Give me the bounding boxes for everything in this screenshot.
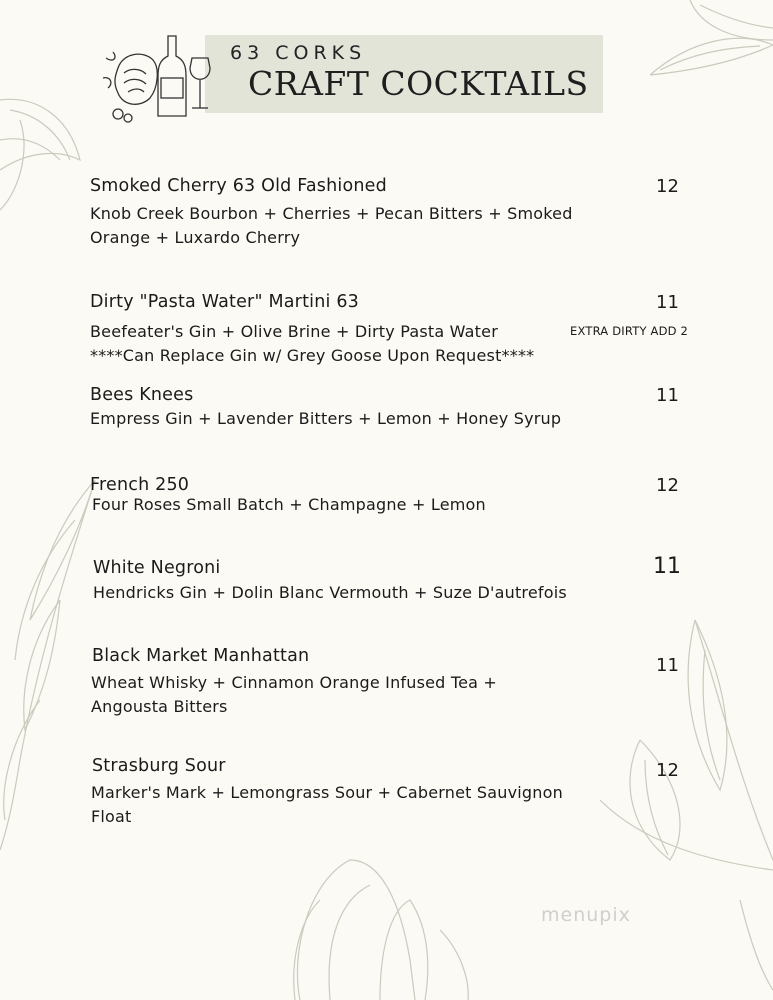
item-name: French 250 [90,475,190,495]
item-price: 12 [656,760,679,781]
item-price: 11 [656,385,679,406]
wine-steak-logo-icon [98,28,218,128]
item-description: Empress Gin + Lavender Bitters + Lemon + Honey Syrup [90,409,562,428]
item-name: Bees Knees [90,385,194,405]
item-name: Strasburg Sour [92,756,226,776]
item-price: 11 [656,655,679,676]
item-price: 11 [653,554,681,579]
item-addon: EXTRA DIRTY ADD 2 [570,324,689,338]
menu-title: CRAFT COCKTAILS [248,64,589,103]
item-name: Dirty "Pasta Water" Martini 63 [90,292,359,312]
item-description: Four Roses Small Batch + Champagne + Lemon [92,495,486,514]
item-description: Marker's Mark + Lemongrass Sour + Cabernet Sauvignon Float [91,783,563,826]
item-name: White Negroni [93,558,221,578]
item-name: Black Market Manhattan [92,646,310,666]
item-description: Knob Creek Bourbon + Cherries + Pecan Bitters + Smoked Orange + Luxardo Cherry [90,204,573,247]
item-price: 12 [656,176,679,197]
item-price: 12 [656,475,679,496]
item-description: Beefeater's Gin + Olive Brine + Dirty Pasta Water [90,322,498,341]
item-note: ****Can Replace Gin w/ Grey Goose Upon Request**** [90,346,535,365]
brand-name: 63 CORKS [230,42,367,64]
item-description: Hendricks Gin + Dolin Blanc Vermouth + Suze D'autrefois [93,583,567,602]
watermark: menupix [541,904,631,926]
item-description: Wheat Whisky + Cinnamon Orange Infused Tea + Angousta Bitters [91,673,498,716]
item-name: Smoked Cherry 63 Old Fashioned [90,176,387,196]
item-price: 11 [656,292,679,313]
